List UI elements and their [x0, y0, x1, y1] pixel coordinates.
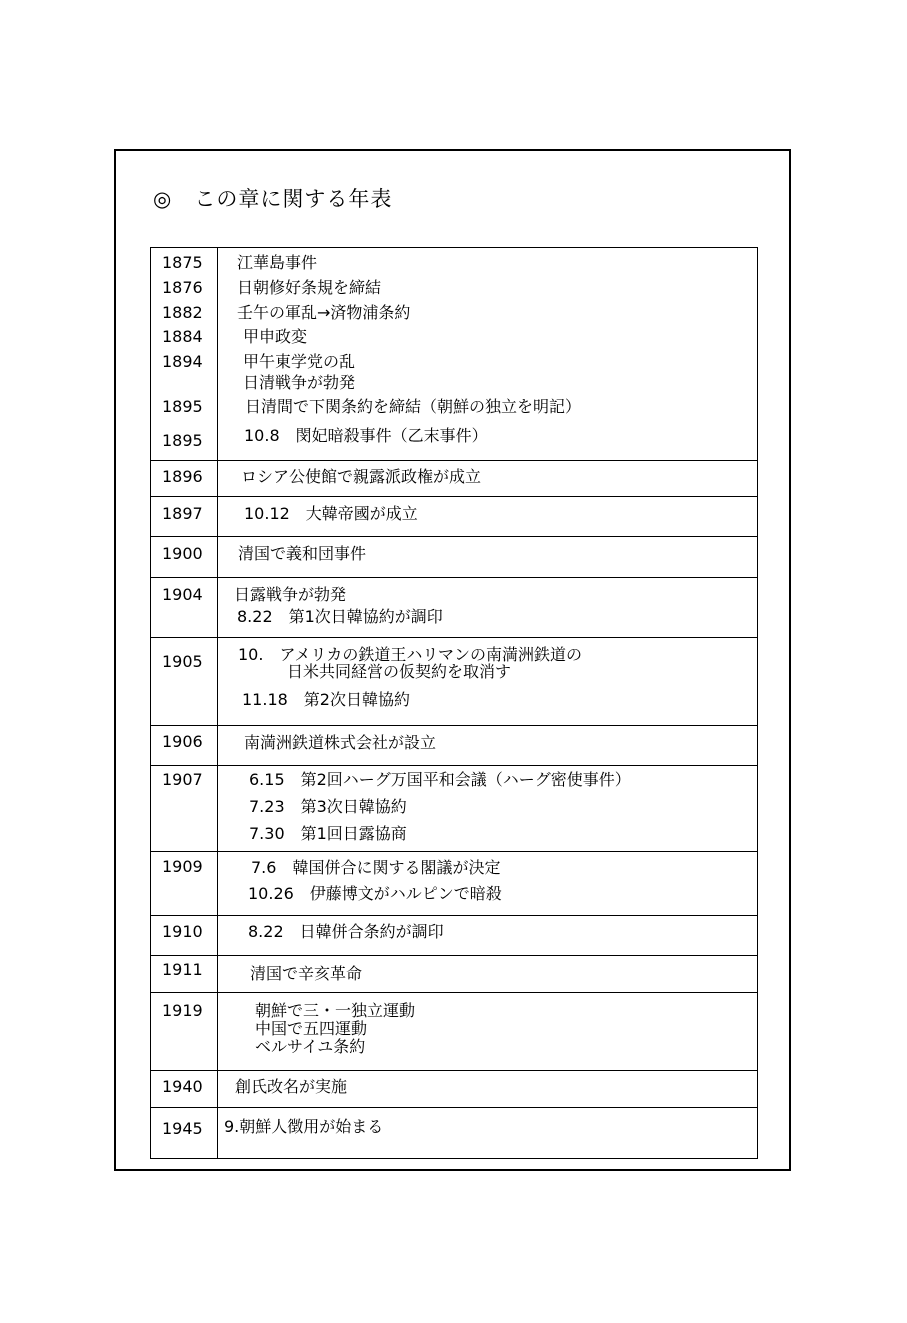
year-label: 1876	[162, 278, 203, 297]
timeline-row	[151, 852, 758, 916]
timeline-row	[151, 461, 758, 497]
year-label: 1895	[162, 397, 203, 416]
year-label: 1907	[162, 770, 203, 789]
event-text: 10.8 閔妃暗殺事件（乙末事件）	[244, 426, 488, 445]
year-cell	[151, 726, 218, 766]
event-cell	[218, 916, 758, 956]
event-text: 朝鮮で三・一独立運動	[255, 1001, 416, 1020]
event-text: 日朝修好条規を締結	[237, 278, 382, 297]
timeline-row	[151, 497, 758, 537]
event-text: 日清戦争が勃発	[243, 373, 356, 392]
timeline-row	[151, 1108, 758, 1159]
year-cell	[151, 578, 218, 638]
timeline-row	[151, 993, 758, 1071]
event-text: 甲申政変	[243, 327, 308, 346]
event-text: 清国で辛亥革命	[250, 964, 363, 983]
year-label: 1905	[162, 652, 203, 671]
event-text: 日米共同経営の仮契約を取消す	[287, 662, 512, 681]
page-title: ◎ この章に関する年表	[153, 187, 393, 211]
event-text: 7.6 韓国併合に関する閣議が決定	[251, 858, 501, 877]
year-label: 1906	[162, 732, 203, 751]
event-text: ロシア公使館で親露派政権が成立	[241, 467, 482, 486]
year-cell	[151, 956, 218, 993]
event-text: 8.22 第1次日韓協約が調印	[237, 607, 443, 626]
timeline-table	[150, 247, 758, 1159]
event-cell	[218, 956, 758, 993]
event-text: 壬午の軍乱→済物浦条約	[237, 303, 411, 322]
timeline-row	[151, 248, 758, 461]
year-label: 1945	[162, 1119, 203, 1138]
event-cell	[218, 578, 758, 638]
timeline-row	[151, 1071, 758, 1108]
event-text: 10.26 伊藤博文がハルピンで暗殺	[248, 884, 502, 903]
event-text: 7.23 第3次日韓協約	[249, 797, 407, 816]
timeline-row	[151, 726, 758, 766]
event-text: 江華島事件	[237, 253, 318, 272]
event-text: 甲午東学党の乱	[243, 352, 356, 371]
year-label: 1894	[162, 352, 203, 371]
year-label: 1910	[162, 922, 203, 941]
year-cell	[151, 248, 218, 461]
event-text: 日露戦争が勃発	[234, 585, 347, 604]
year-cell	[151, 461, 218, 497]
event-text: 9.朝鮮人徴用が始まる	[224, 1117, 384, 1136]
event-text: 10.12 大韓帝國が成立	[244, 504, 418, 523]
event-text: 清国で義和団事件	[238, 544, 367, 563]
year-label: 1875	[162, 253, 203, 272]
year-cell	[151, 1071, 218, 1108]
event-text: ベルサイユ条約	[255, 1037, 366, 1056]
year-cell	[151, 852, 218, 916]
timeline-row	[151, 956, 758, 993]
event-cell	[218, 766, 758, 852]
event-cell	[218, 537, 758, 578]
year-cell	[151, 638, 218, 726]
timeline-row	[151, 537, 758, 578]
year-cell	[151, 1108, 218, 1159]
event-cell	[218, 726, 758, 766]
timeline-body	[151, 248, 758, 1159]
event-text: 創氏改名が実施	[235, 1077, 348, 1096]
year-cell	[151, 766, 218, 852]
event-text: 7.30 第1回日露協商	[249, 824, 407, 843]
year-label: 1919	[162, 1001, 203, 1020]
year-label: 1904	[162, 585, 203, 604]
year-cell	[151, 537, 218, 578]
year-label: 1895	[162, 431, 203, 450]
event-text: 6.15 第2回ハーグ万国平和会議（ハーグ密使事件）	[249, 770, 631, 789]
event-text: 日清間で下関条約を締結（朝鮮の独立を明記）	[245, 397, 582, 416]
year-cell	[151, 993, 218, 1071]
event-cell	[218, 461, 758, 497]
event-cell	[218, 993, 758, 1071]
year-label: 1911	[162, 960, 203, 979]
event-text: 10. アメリカの鉄道王ハリマンの南満洲鉄道の	[238, 645, 583, 664]
year-label: 1940	[162, 1077, 203, 1096]
event-cell	[218, 1071, 758, 1108]
timeline-row	[151, 916, 758, 956]
event-cell	[218, 638, 758, 726]
event-cell	[218, 248, 758, 461]
year-label: 1897	[162, 504, 203, 523]
event-text: 8.22 日韓併合条約が調印	[248, 922, 444, 941]
year-cell	[151, 916, 218, 956]
year-label: 1896	[162, 467, 203, 486]
timeline-row	[151, 638, 758, 726]
year-label: 1900	[162, 544, 203, 563]
event-cell	[218, 852, 758, 916]
event-cell	[218, 497, 758, 537]
year-label: 1909	[162, 857, 203, 876]
year-label: 1884	[162, 327, 203, 346]
event-cell	[218, 1108, 758, 1159]
year-label: 1882	[162, 303, 203, 322]
event-text: 中国で五四運動	[255, 1019, 368, 1038]
event-text: 南満洲鉄道株式会社が設立	[244, 733, 437, 752]
year-cell	[151, 497, 218, 537]
event-text: 11.18 第2次日韓協約	[242, 690, 410, 709]
timeline-row	[151, 766, 758, 852]
timeline-row	[151, 578, 758, 638]
